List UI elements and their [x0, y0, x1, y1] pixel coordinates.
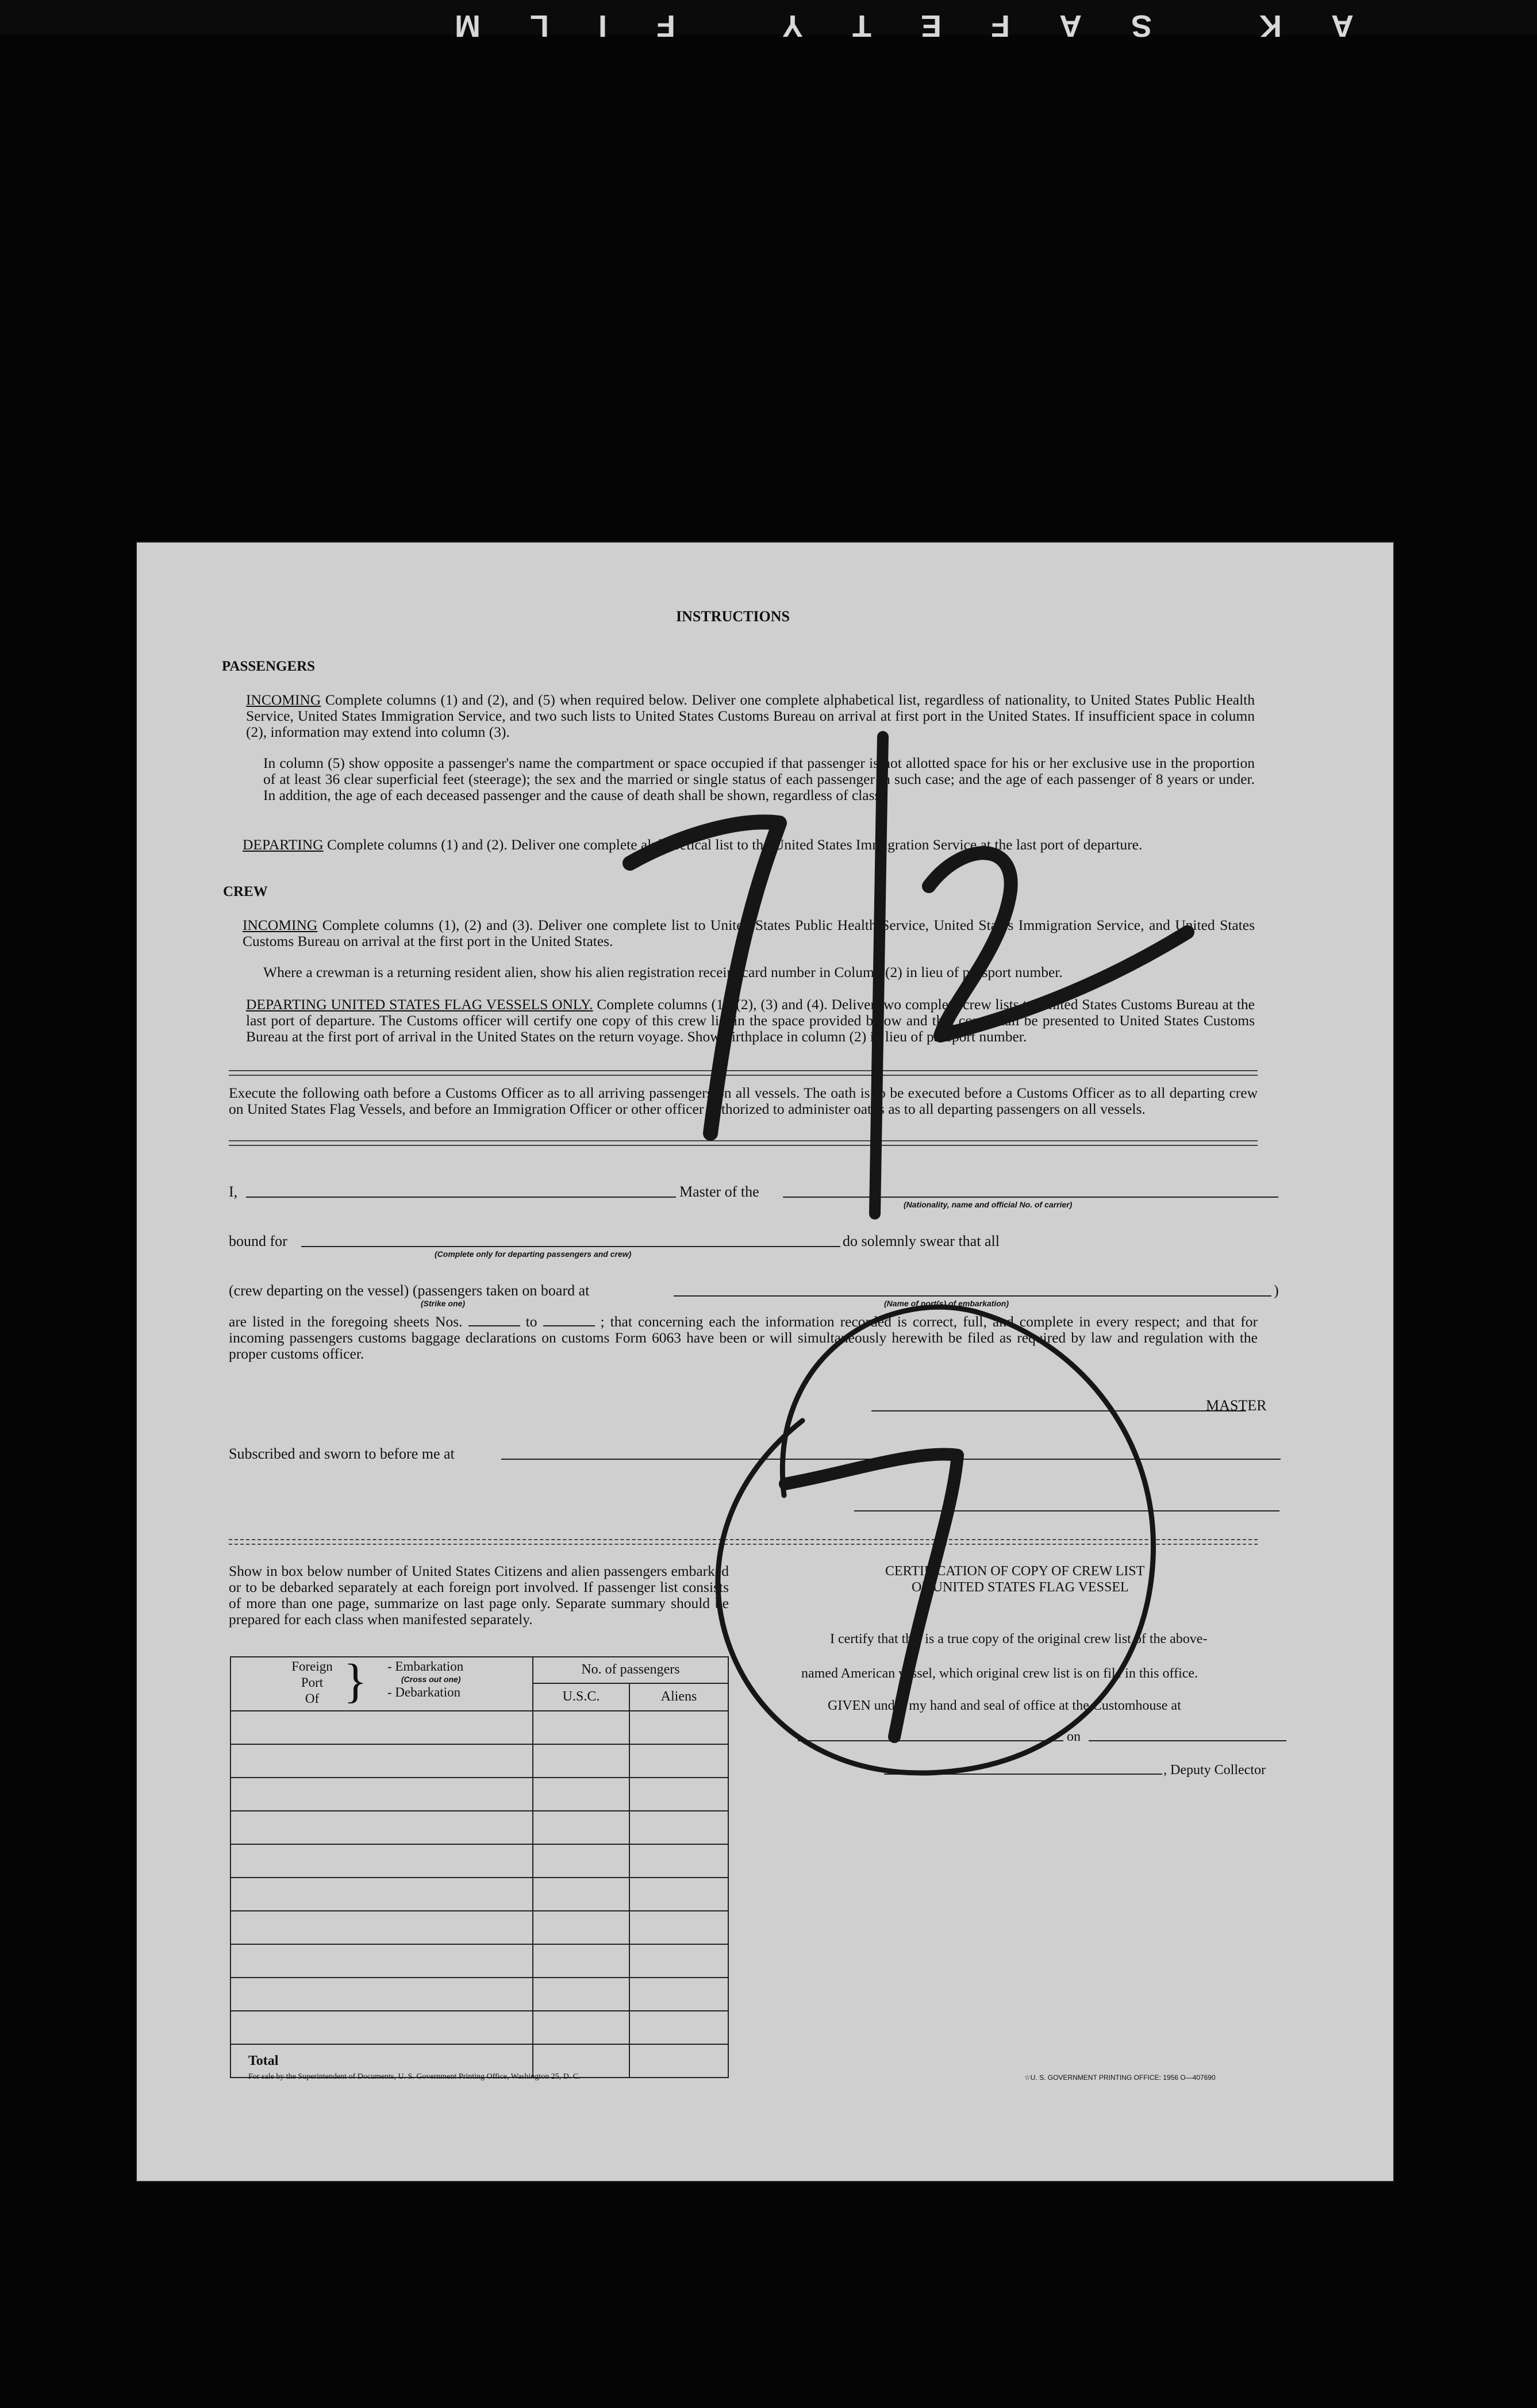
- film-edge-strip: [0, 0, 1537, 43]
- passengers-departing-text: Complete columns (1) and (2). Deliver one complete alphabetical list to the United States Immigration Service at the last port of departure.: [327, 836, 1143, 853]
- close-paren: ): [1274, 1282, 1279, 1299]
- handwritten-annotations: [136, 541, 1394, 2182]
- oath-i-label: I,: [229, 1183, 238, 1200]
- crew-departing-text: Complete columns (1), (2), (3) and (4). Deliver two complete crew lists to United States Customs Bureau at the last port of departure. The Customs officer will certify one copy of this crew list in the space provided below and that copy shall be presented to United States Customs Bureau at the first port of arrival in the United States on the return voyage. Show birthplace in column (2) in lieu of passport number.: [246, 996, 1255, 1045]
- listed-to: to: [525, 1313, 537, 1330]
- crew-incoming-label: INCOMING: [243, 917, 318, 933]
- deputy-collector-label: , Deputy Collector: [1163, 1763, 1266, 1778]
- certify-line-2: named American vessel, which original crew list is on file in this office.: [801, 1666, 1198, 1681]
- handwritten-slash: [875, 737, 883, 1214]
- swear-text: do solemnly swear that all: [843, 1233, 1000, 1249]
- footer-left: For sale by the Superintendent of Documents, U. S. Government Printing Office, Washington 25, D. C.: [248, 2072, 581, 2081]
- bound-for-caption: (Complete only for departing passengers and crew): [435, 1249, 632, 1259]
- no-of-passengers-header: No. of passengers: [533, 1657, 728, 1683]
- nationality-caption: (Nationality, name and official No. of carrier): [904, 1200, 1073, 1209]
- given-line: GIVEN under my hand and seal of office at the Customhouse at: [828, 1698, 1181, 1713]
- crew-incoming-text: Complete columns (1), (2) and (3). Deliver one complete list to United States Public Health Service, United States Immigration Service, and United States Customs Bureau on arrival at the first port in the United States.: [243, 917, 1255, 949]
- crew-resident-paragraph: Where a crewman is a returning resident alien, show his alien registration receipt card number in Column (2) in lieu of passport number.: [263, 964, 1063, 980]
- passengers-column5-paragraph: In column (5) show opposite a passenger's name the compartment or space occupied if that passenger is not allotted space for his or her exclusive use in the proportion of at least 36 clear superficial feet (steerage); the sex and the married or single status of each passenger in such case; and the age of each passenger of 8 years or under. In addition, the age of each deceased passenger and the cause of death shall be shown, regardless of class.: [263, 755, 1255, 803]
- certification-title-1: CERTIFICATION OF COPY OF CREW LIST: [885, 1564, 1145, 1579]
- port-caption: (Name of port(s) of embarkation): [884, 1299, 1009, 1308]
- certification-title-2: OF UNITED STATES FLAG VESSEL: [912, 1580, 1129, 1595]
- embarkation-label: - Embarkation: [387, 1659, 464, 1674]
- brace-icon: }: [344, 1655, 367, 1708]
- document-page: [136, 541, 1394, 2182]
- oath-intro-paragraph: Execute the following oath before a Customs Officer as to all arriving passengers on all vessels. The oath is to be executed before a Customs Officer as to all departing crew on United States Flag Vessels, and before an Immigration Officer or other officer authorized to administer oaths as to all departing passengers on all vessels.: [229, 1084, 1258, 1117]
- master-label: MASTER: [1206, 1397, 1267, 1414]
- certify-line-1: I certify that this is a true copy of the original crew list of the above-: [830, 1632, 1208, 1647]
- footer-right: ☆U. S. GOVERNMENT PRINTING OFFICE: 1956 O—407690: [1024, 2074, 1216, 2082]
- handwritten-two: [929, 853, 1188, 1036]
- strike-one-caption: (Strike one): [421, 1299, 466, 1308]
- handwritten-seven-circled: [785, 1454, 958, 1737]
- subscribed-on-label: on: [945, 1445, 960, 1462]
- listed-suffix: ; that concerning each the information recorded is correct, full, and complete in every respect; and that for incoming passengers customs baggage declarations on customs Form 6063 have been or will simultaneously herewith be filed as required by law and regulation with the proper customs officer.: [229, 1313, 1258, 1362]
- aliens-header: Aliens: [629, 1683, 728, 1711]
- foreign-label: Foreign: [291, 1659, 333, 1674]
- bound-for-label: bound for: [229, 1233, 287, 1249]
- master-of-label: Master of the: [679, 1183, 759, 1200]
- of-label: Of: [305, 1691, 320, 1706]
- usc-header: U.S.C.: [533, 1683, 629, 1711]
- passengers-incoming-text: Complete columns (1) and (2), and (5) when required below. Deliver one complete alphabetical list, regardless of nationality, to United States Public Health Service, United States Immigration Service, and two such lists to United States Customs Bureau on arrival at first port in the United States. If insufficient space in column (2), information may extend into column (3).: [246, 691, 1255, 740]
- passengers-heading: PASSENGERS: [222, 659, 316, 674]
- cross-out-caption: (Cross out one): [401, 1675, 461, 1684]
- certification-on-label: on: [1067, 1729, 1081, 1744]
- port-label: Port: [301, 1675, 324, 1690]
- subscribed-label: Subscribed and sworn to before me at: [229, 1445, 455, 1462]
- crew-departing-label: DEPARTING UNITED STATES FLAG VESSELS ONLY.: [246, 996, 593, 1013]
- summary-intro-paragraph: Show in box below number of United States Citizens and alien passengers embarked or to be debarked separately at each foreign port involved. If passenger list consists of more than one page, summarize on last page only. Separate summary should be prepared for each class when manifested separately.: [229, 1563, 729, 1628]
- crew-departing-text: (crew departing on the vessel) (passengers taken on board at: [229, 1282, 590, 1299]
- page-title: INSTRUCTIONS: [676, 608, 790, 625]
- total-label: Total: [230, 2044, 533, 2078]
- film-edge-text: AK SAFETY FILM: [405, 9, 1354, 43]
- handwritten-seven-large: [630, 822, 779, 1133]
- listed-prefix: are listed in the foregoing sheets Nos.: [229, 1313, 463, 1330]
- passengers-incoming-label: INCOMING: [246, 691, 321, 708]
- passengers-departing-label: DEPARTING: [243, 836, 324, 853]
- debarkation-label: - Debarkation: [387, 1685, 461, 1699]
- crew-heading: CREW: [223, 884, 268, 899]
